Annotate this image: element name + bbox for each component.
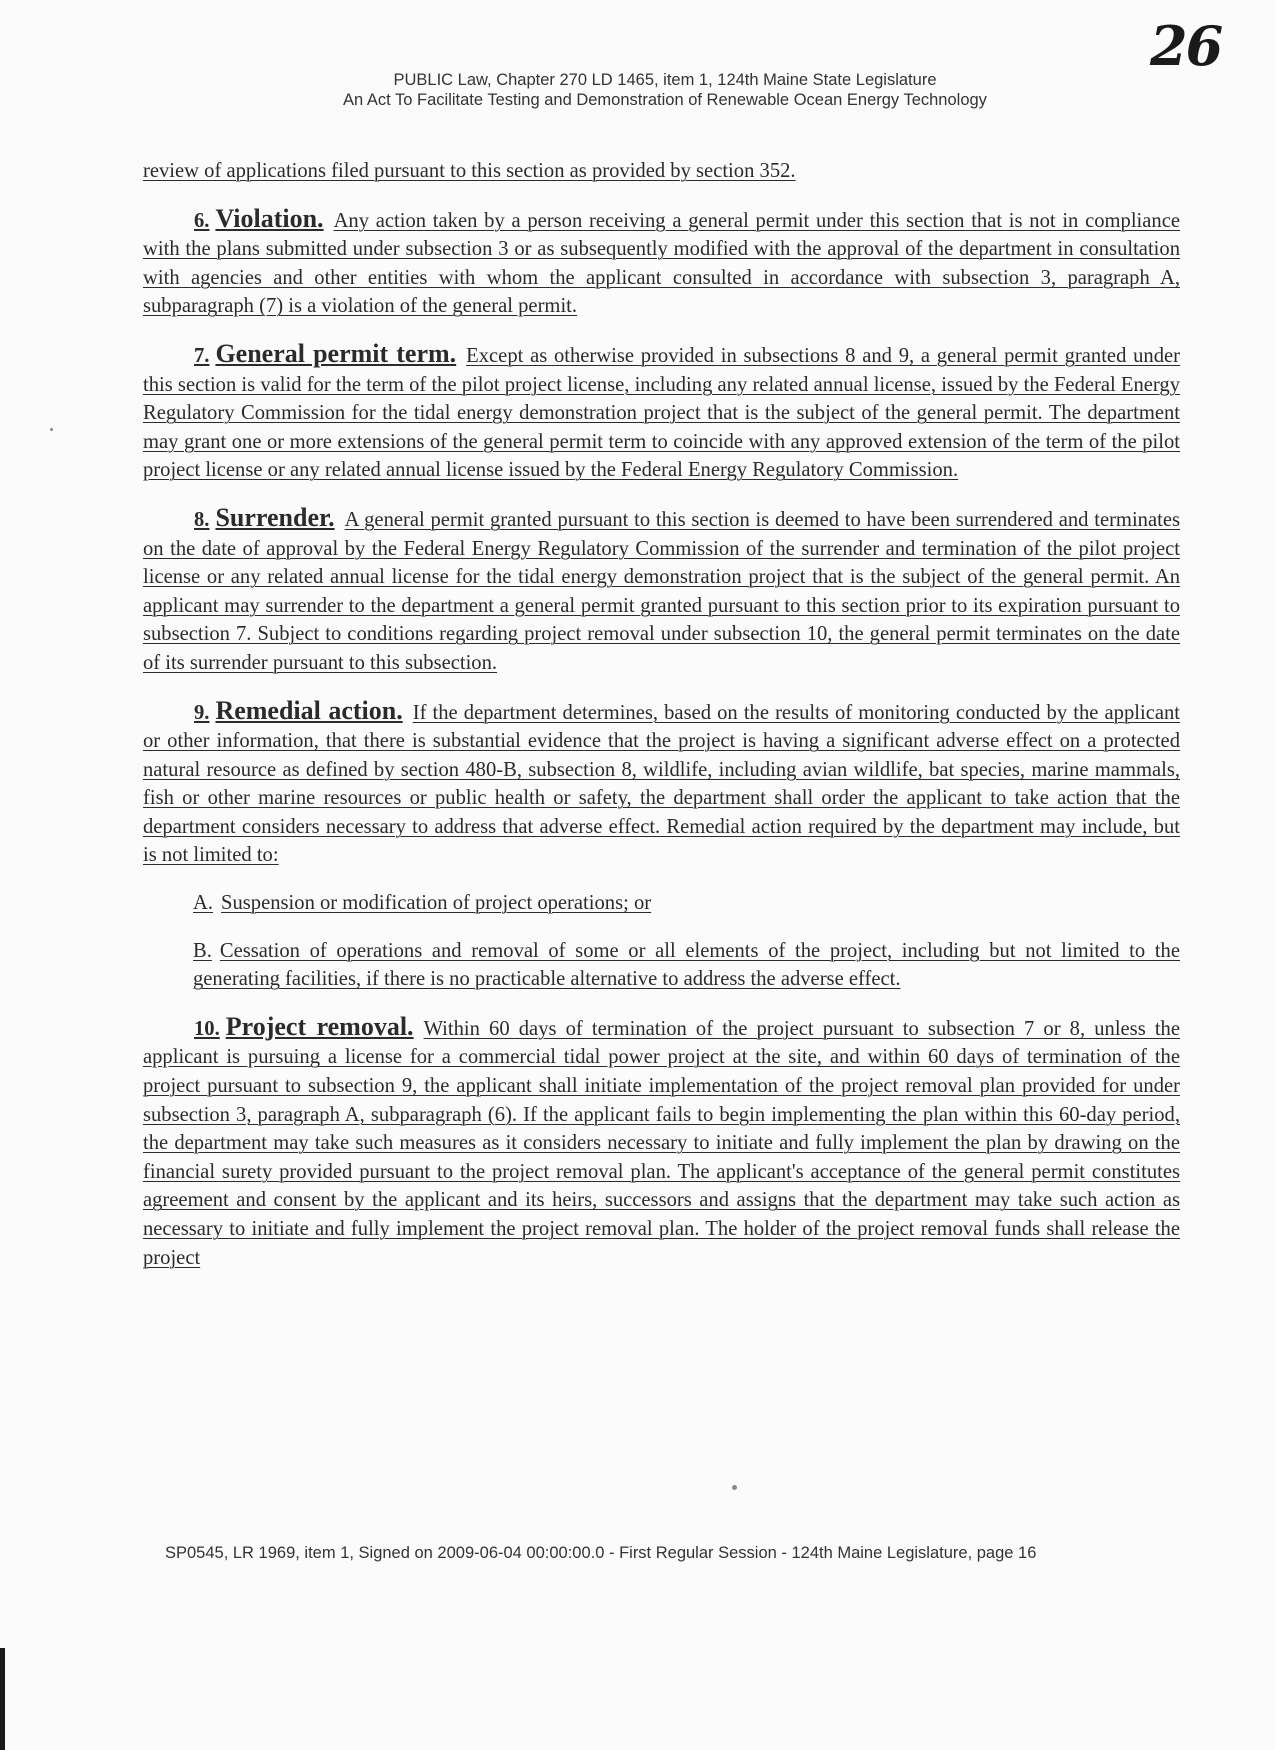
intro-text: review of applications filed pursuant to this section as provided by section 352. bbox=[143, 160, 796, 182]
section-heading: Violation. bbox=[215, 203, 324, 233]
section-heading: Surrender. bbox=[215, 502, 335, 532]
section-text: If the department determines, based on the results of monitoring conducted by the applicant or other information, that there is substantial evidence that the project is having a significant adverse effect on a protected natural resource as defined by section 480-B, subsection 8, wildlife, including avian wildlife, bat species, marine mammals, fish or other marine resources or public health or safety, the department shall order the applicant to take action that the department considers necessary to address that adverse effect. Remedial action required by the department may include, but is not limited to: bbox=[143, 701, 1180, 867]
page-header bbox=[230, 70, 1100, 110]
paragraph-label: B. bbox=[193, 939, 212, 962]
section-number: 6. bbox=[194, 209, 210, 232]
section-heading: Remedial action. bbox=[215, 695, 403, 725]
page-footer: SP0545, LR 1969, item 1, Signed on 2009-06-04 00:00:00.0 - First Regular Session - 124th Maine Legislature, page 16 bbox=[165, 1544, 1037, 1562]
section-8 bbox=[143, 504, 1180, 678]
scan-edge-bar bbox=[0, 1648, 5, 1750]
section-text: Any action taken by a person receiving a general permit under this section that is not in compliance with the plans submitted under subsection 3 or as subsequently modified with the approval of the department in consultation with agencies and other entities with whom the applicant consulted in accordance with subsection 3, paragraph A, subparagraph (7) is a violation of the general permit. bbox=[143, 209, 1180, 318]
section-10 bbox=[143, 1013, 1180, 1272]
intro-paragraph bbox=[143, 157, 1180, 186]
section-heading: Project removal. bbox=[225, 1011, 414, 1041]
section-number: 8. bbox=[194, 508, 210, 531]
section-text: Except as otherwise provided in subsections 8 and 9, a general permit granted under this section is valid for the term of the pilot project license, including any related annual license, issued by the Federal Energy Regulatory Commission for the tidal energy demonstration project that is the subject of the general permit. The department may grant one or more extensions of the general permit term to coincide with any approved extension of the term of the pilot project license or any related annual license issued by the Federal Energy Regulatory Commission. bbox=[143, 344, 1180, 482]
paragraph-a bbox=[193, 889, 1180, 918]
document-body bbox=[143, 157, 1180, 1291]
paragraph-b bbox=[193, 937, 1180, 994]
section-7 bbox=[143, 340, 1180, 485]
section-number: 10. bbox=[194, 1017, 220, 1040]
section-number: 9. bbox=[194, 701, 210, 724]
paragraph-label: A. bbox=[193, 892, 214, 915]
paragraph-text: Suspension or modification of project operations; or bbox=[221, 892, 652, 915]
section-6 bbox=[143, 205, 1180, 321]
paragraph-text: Cessation of operations and removal of some or all elements of the project, including but not limited to the generating facilities, if there is no practicable alternative to address the adverse effect. bbox=[193, 939, 1180, 991]
header-line-1: PUBLIC Law, Chapter 270 LD 1465, item 1, 124th Maine State Legislature bbox=[393, 71, 937, 89]
scan-speck bbox=[732, 1485, 737, 1490]
section-text: Within 60 days of termination of the project pursuant to subsection 7 or 8, unless the applicant is pursuing a license for a commercial tidal power project at the site, and within 60 days of termination of the project pursuant to subsection 9, the applicant shall initiate implementation of the project removal plan provided for under subsection 3, paragraph A, subparagraph (6). If the applicant fails to begin implementing the plan within this 60-day period, the department may take such measures as it considers necessary to initiate and fully implement the plan by drawing on the financial surety provided pursuant to the project removal plan. The applicant's acceptance of the general permit constitutes agreement and consent by the applicant and its heirs, successors and assigns that the department may take such action as necessary to initiate and fully implement the project removal plan. The holder of the project removal funds shall release the project bbox=[143, 1017, 1180, 1269]
header-line-2: An Act To Facilitate Testing and Demonstration of Renewable Ocean Energy Technology bbox=[343, 91, 987, 109]
section-9 bbox=[143, 697, 1180, 871]
scan-speck bbox=[50, 428, 53, 431]
handwritten-page-number: 26 bbox=[1150, 14, 1222, 78]
section-text: A general permit granted pursuant to this section is deemed to have been surrendered and terminates on the date of approval by the Federal Energy Regulatory Commission of the surrender and termination of the pilot project license or any related annual license for the tidal energy demonstration project that is the subject of the general permit. An applicant may surrender to the department a general permit granted pursuant to this section prior to its expiration pursuant to subsection 7. Subject to conditions regarding project removal under subsection 10, the general permit terminates on the date of its surrender pursuant to this subsection. bbox=[143, 508, 1180, 674]
section-number: 7. bbox=[194, 344, 210, 367]
section-heading: General permit term. bbox=[215, 338, 457, 368]
